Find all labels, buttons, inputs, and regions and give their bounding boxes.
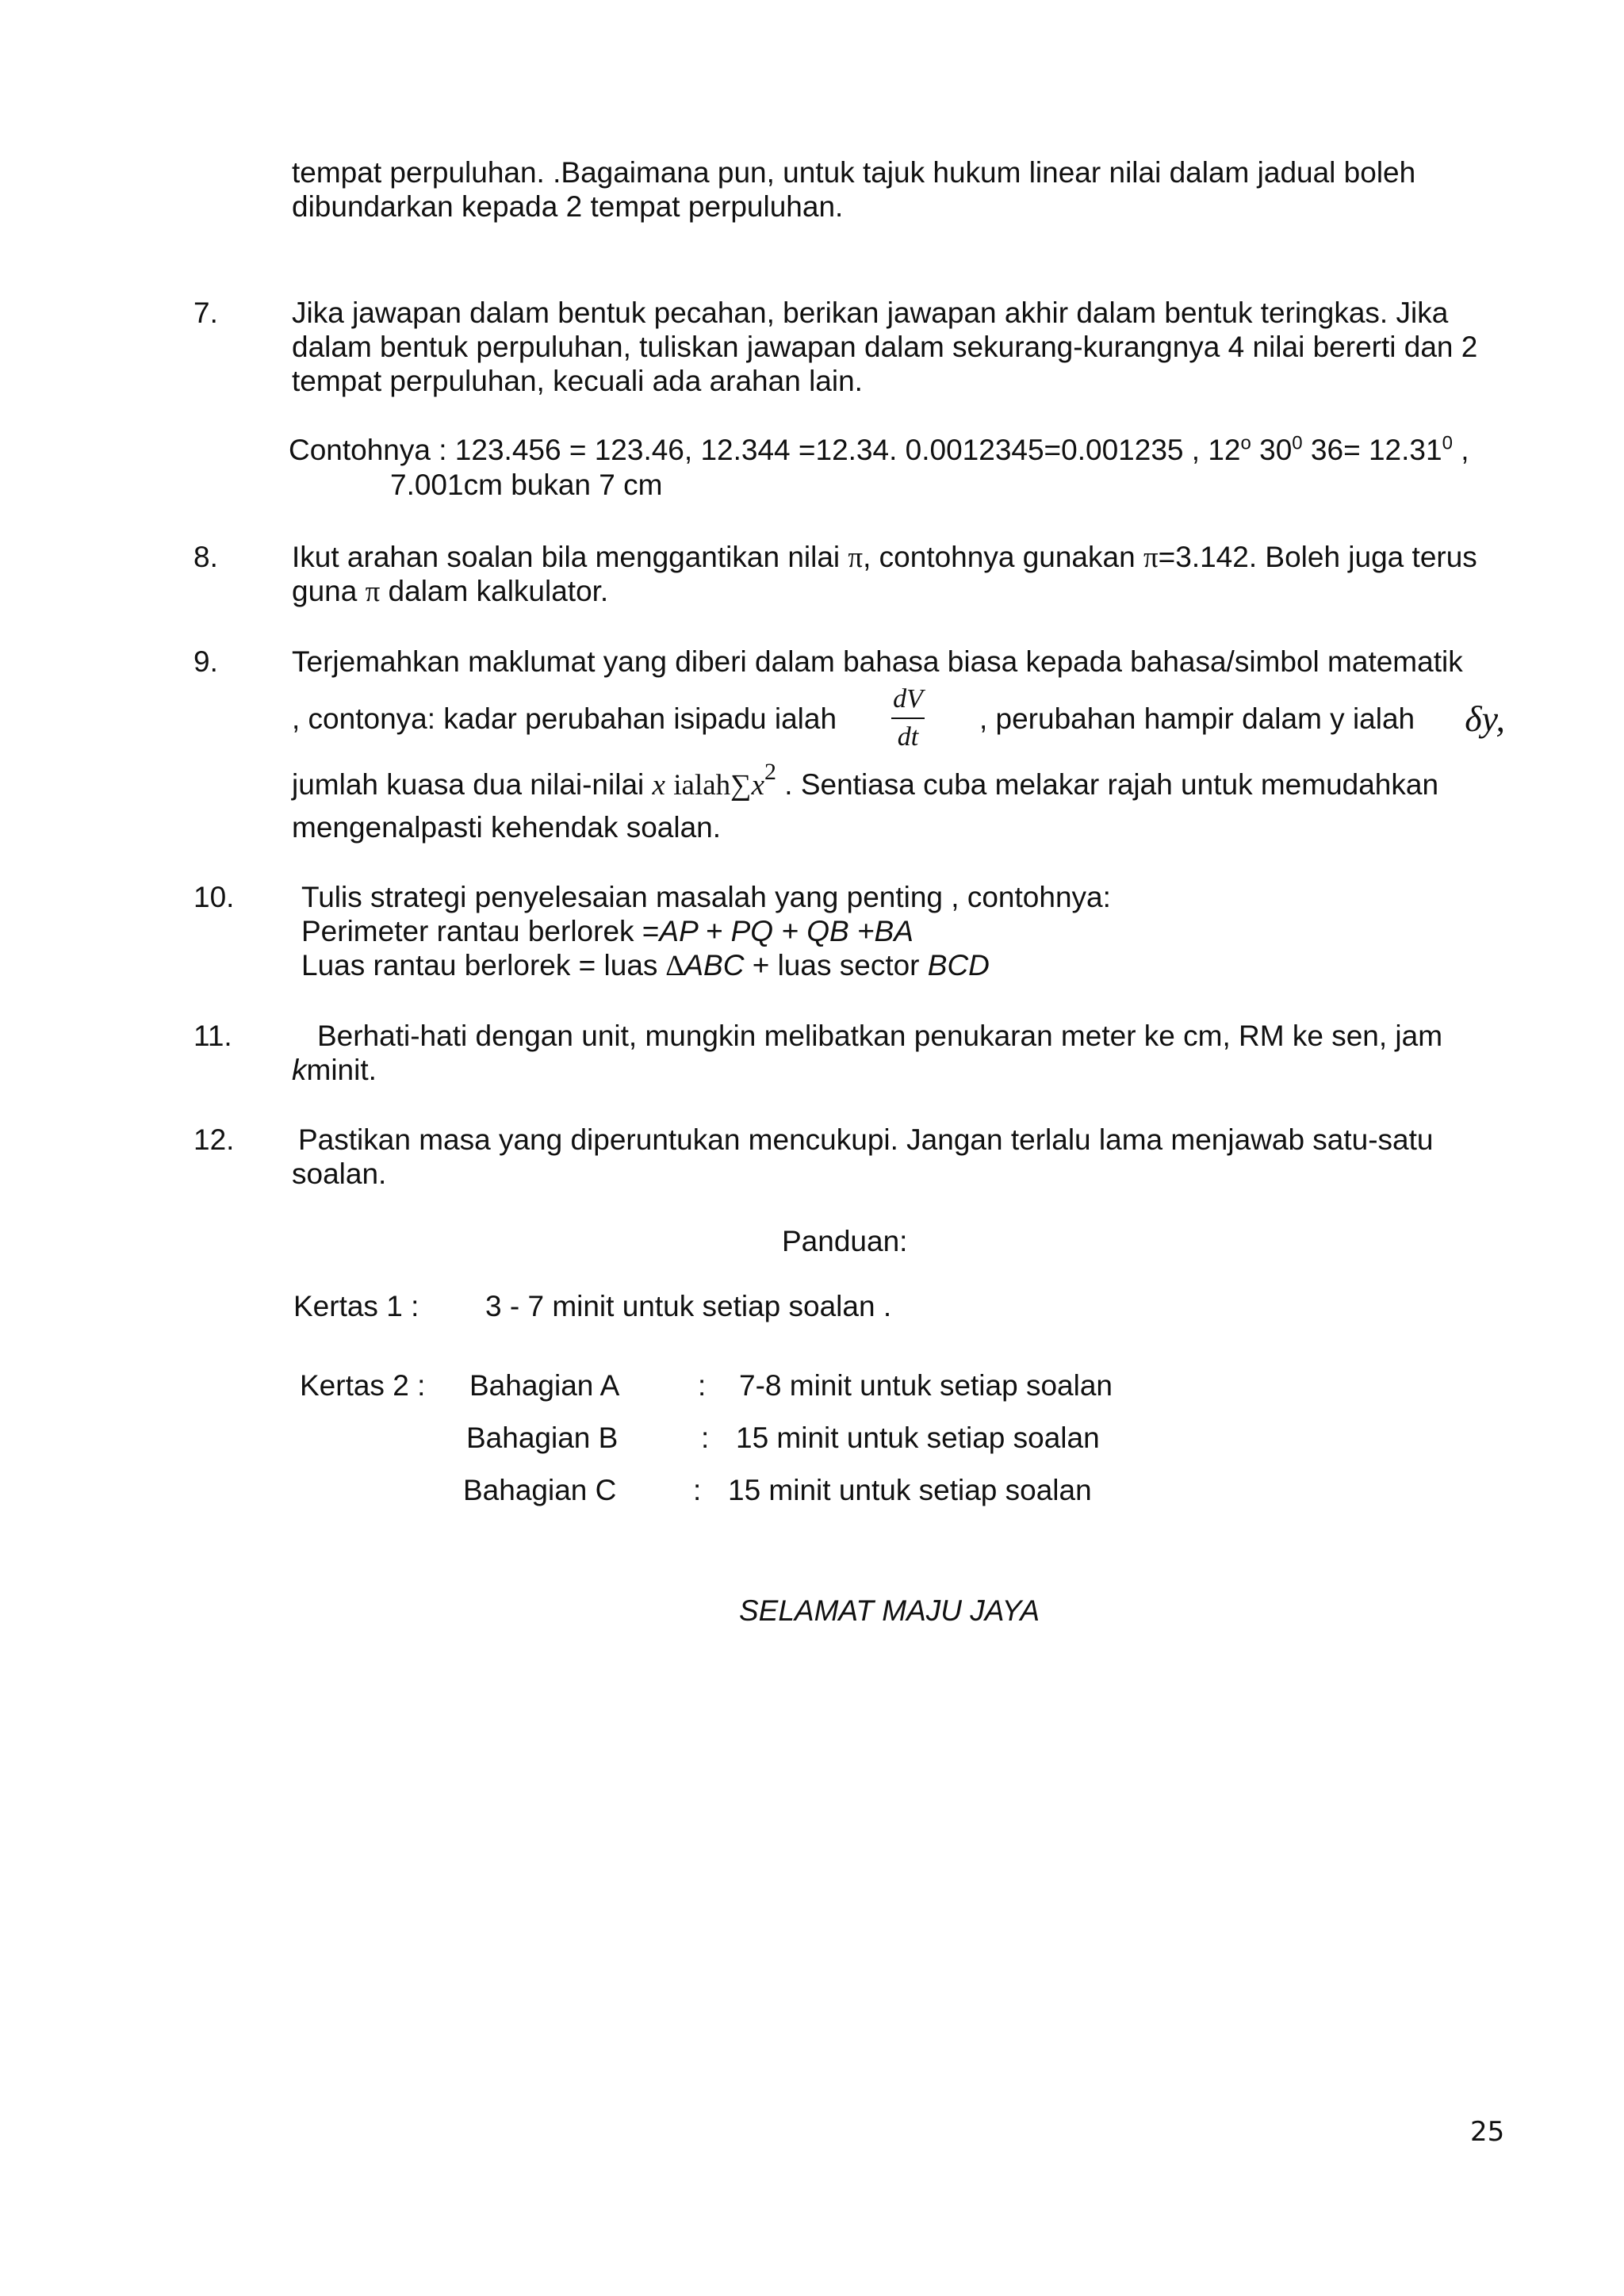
bahagian-b-colon: :: [701, 1422, 710, 1454]
bahagian-a-colon: :: [698, 1369, 707, 1402]
item-10-line-3: [301, 948, 990, 983]
pi-symbol: π: [1143, 541, 1159, 574]
item-8-text-b: , contohnya gunakan: [863, 541, 1143, 573]
x-variable: x: [652, 769, 665, 802]
bahagian-a-label: Bahagian A: [469, 1369, 620, 1402]
closing-text: SELAMAT MAJU JAYA: [739, 1594, 1040, 1627]
item-11-number: 11.: [193, 1020, 232, 1052]
ialah-word: ialah: [673, 769, 731, 802]
item-7-line-3: tempat perpuluhan, kecuali ada arahan lain.: [292, 365, 863, 397]
item-10-line-2: [301, 914, 914, 948]
item-8-text-d: guna: [292, 575, 366, 607]
page-number: 25: [1470, 2116, 1505, 2148]
fraction-numerator: dV: [891, 684, 925, 719]
sector-bcd: BCD: [927, 949, 990, 982]
item-7-line-1: Jika jawapan dalam bentuk pecahan, berikan jawapan akhir dalam bentuk teringkas. Jika: [292, 297, 1449, 329]
item-11-line-1: Berhati-hati dengan unit, mungkin melibatkan penukaran meter ke cm, RM ke sen, jam: [317, 1020, 1443, 1052]
item-11-line-2: [292, 1053, 1505, 1087]
item-7-number: 7.: [193, 297, 218, 329]
item-9-number: 9.: [193, 645, 218, 678]
item-9-line-3: [292, 758, 1505, 802]
bahagian-b-value: 15 minit untuk setiap soalan: [736, 1422, 1100, 1454]
item-12-line-2: soalan.: [292, 1158, 387, 1190]
triangle-abc: ABC: [684, 949, 745, 982]
fraction-denominator: dt: [897, 722, 919, 752]
item-10-text-b: Luas rantau berlorek = luas: [301, 949, 666, 982]
exponent-two: 2: [764, 758, 776, 785]
degree-sup: o: [1240, 432, 1251, 454]
delta-y-symbol: δy,: [1465, 698, 1505, 739]
item-8-text-a: Ikut arahan soalan bila menggantikan nilai: [292, 541, 848, 573]
dv-dt-fraction: [891, 684, 925, 752]
item-10-line-1: Tulis strategi penyelesaian masalah yang penting , contohnya:: [301, 881, 1111, 913]
kertas-1-value: 3 - 7 minit untuk setiap soalan .: [485, 1290, 892, 1322]
continuation-line-2: dibundarkan kepada 2 tempat perpuluhan.: [292, 190, 844, 223]
item-8-number: 8.: [193, 541, 218, 573]
bahagian-a-value: 7-8 minit untuk setiap soalan: [739, 1369, 1113, 1402]
example-text-a: Contohnya : 123.456 = 123.46, 12.344 =12.34. 0.0012345=0.001235 , 12: [289, 434, 1241, 466]
item-9-text-a: , contonya: kadar perubahan isipadu ialah: [292, 702, 837, 735]
item-10-text-a: Perimeter rantau berlorek =: [301, 915, 660, 947]
minute-sup: 0: [1292, 432, 1303, 454]
item-9-text-b: , perubahan hampir dalam y ialah: [979, 702, 1415, 735]
guide-heading: Panduan:: [782, 1225, 908, 1257]
example-text-d: ,: [1452, 434, 1469, 466]
item-12-line-1: Pastikan masa yang diperuntukan mencukupi. Jangan terlalu lama menjawab satu-satu: [298, 1123, 1434, 1156]
bahagian-b-label: Bahagian B: [466, 1422, 619, 1454]
item-9-line-2: [292, 682, 1505, 755]
example-text-b: 30: [1251, 434, 1293, 466]
pi-symbol: π: [365, 576, 381, 608]
item-11-k: k: [292, 1054, 307, 1086]
bahagian-c-colon: :: [693, 1474, 702, 1506]
continuation-line-1: tempat perpuluhan. .Bagaimana pun, untuk tajuk hukum linear nilai dalam jadual boleh: [292, 156, 1416, 189]
x-squared-base: x: [751, 769, 764, 802]
perimeter-expression: AP + PQ + QB +BA: [659, 915, 914, 947]
item-7-example-line-2: 7.001cm bukan 7 cm: [390, 469, 663, 501]
item-8-line-1: [292, 540, 1505, 575]
example-text-c: 36= 12.31: [1302, 434, 1442, 466]
item-9-text-c: jumlah kuasa dua nilai-nilai: [292, 768, 653, 801]
item-10-number: 10.: [193, 881, 235, 913]
item-11-text-b: minit.: [306, 1054, 377, 1086]
sigma-symbol: ∑: [730, 769, 752, 802]
item-9-line-1: Terjemahkan maklumat yang diberi dalam bahasa biasa kepada bahasa/simbol matematik: [292, 645, 1463, 678]
kertas-2-label: Kertas 2 :: [300, 1369, 426, 1402]
result-sup: 0: [1442, 432, 1453, 454]
item-10-text-c: + luas sector: [744, 949, 928, 982]
item-12-number: 12.: [193, 1123, 235, 1156]
item-7-line-2: dalam bentuk perpuluhan, tuliskan jawapan dalam sekurang-kurangnya 4 nilai bererti dan 2: [292, 331, 1478, 363]
pi-symbol: π: [848, 541, 864, 574]
item-7-example: [289, 433, 1510, 467]
item-8-text-c: =3.142. Boleh juga terus: [1158, 541, 1477, 573]
triangle-symbol: ∆: [665, 950, 684, 982]
kertas-1-label: Kertas 1 :: [293, 1290, 419, 1322]
item-9-line-4: mengenalpasti kehendak soalan.: [292, 811, 721, 844]
bahagian-c-value: 15 minit untuk setiap soalan: [728, 1474, 1092, 1506]
bahagian-c-label: Bahagian C: [463, 1474, 617, 1506]
item-9-text-d: . Sentiasa cuba melakar rajah untuk memudahkan: [784, 768, 1439, 801]
item-8-line-2: [292, 574, 1505, 609]
item-8-text-e: dalam kalkulator.: [380, 575, 609, 607]
